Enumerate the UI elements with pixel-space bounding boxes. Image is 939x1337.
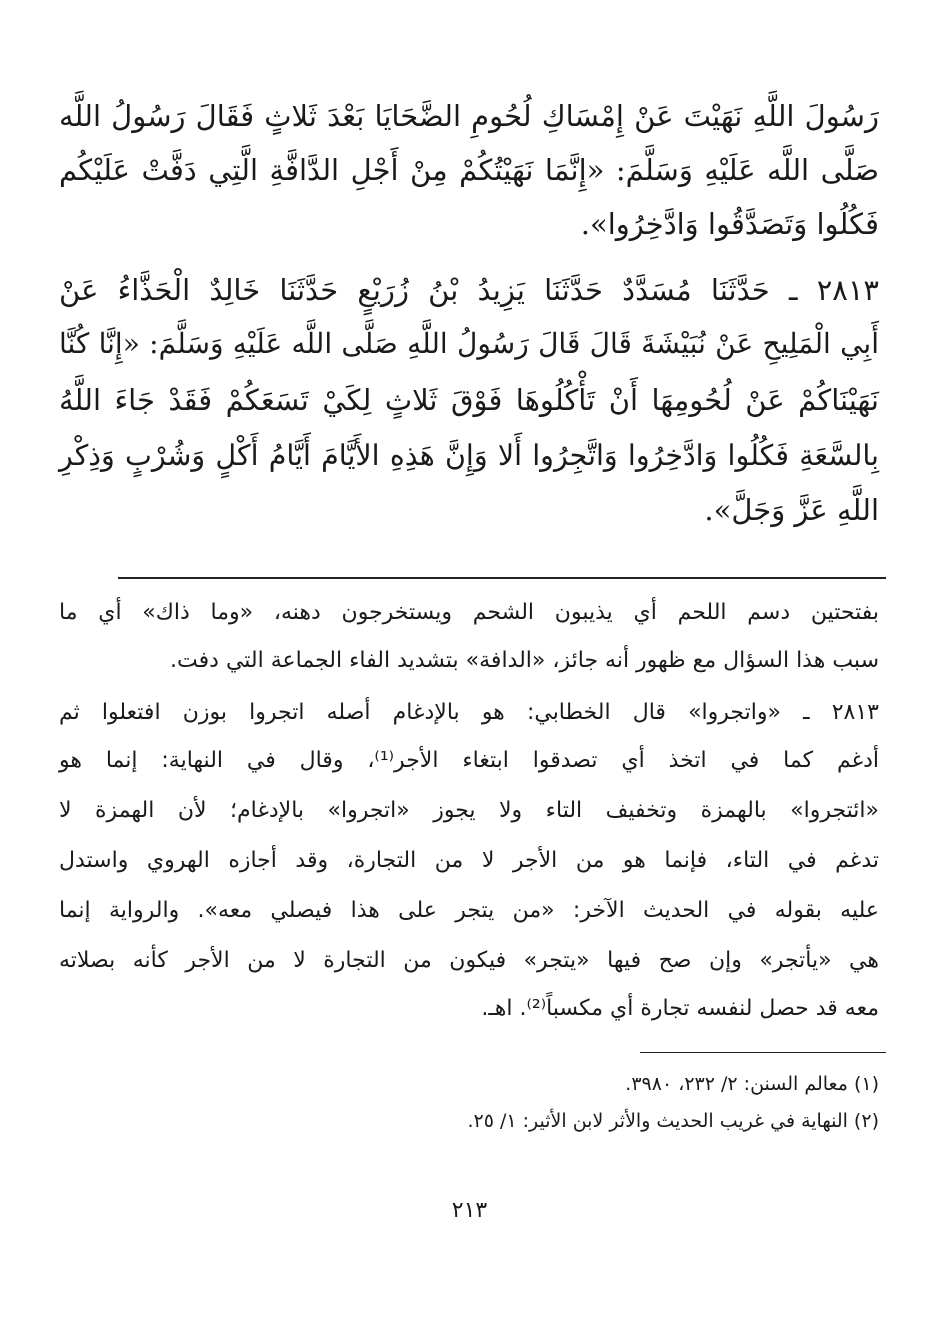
hadith-line: اللَّهِ عَزَّ وَجَلَّ». xyxy=(704,493,879,527)
commentary-line: سبب هذا السؤال مع ظهور أنه جائز، «الدافة» بتشديد الفاء الجماعة التي دفت. xyxy=(170,648,879,673)
hadith-line: أَبِي الْمَلِيحِ عَنْ نُبَيْشَةَ قَالَ قَالَ رَسُولُ اللَّهِ صَلَّى اللَّه عَلَيْهِ وَسَلَّمَ: «إِنَّا كُنَّا xyxy=(59,327,879,360)
commentary-line: تدغم في التاء، فإنما هو من الأجر لا من التجارة، وقد أجازه الهروي واستدل xyxy=(59,848,879,873)
footnote-2: (٢) النهاية في غريب الحديث والأثر لابن الأثير: ١/ ٢٥. xyxy=(467,1110,879,1132)
hadith-line: نَهَيْنَاكُمْ عَنْ لُحُومِهَا أَنْ تَأْكُلُوهَا فَوْقَ ثَلاثٍ لِكَيْ تَسَعَكُمْ فَقَدْ جَاءَ اللَّهُ xyxy=(59,383,879,417)
hadith-line: بِالسَّعَةِ فَكُلُوا وَادَّخِرُوا وَاتَّجِرُوا أَلا وَإِنَّ هَذِهِ الأَيَّامَ أَيَّامُ أَكْلٍ وَشُرْبٍ وَذِكْرِ xyxy=(59,439,879,472)
commentary-line: أدغم كما في اتخذ أي تصدقوا ابتغاء الأجر⁽¹⁾، وقال في النهاية: إنما هو xyxy=(59,748,879,773)
main-divider xyxy=(118,577,886,579)
hadith-line: فَكُلُوا وَتَصَدَّقُوا وَادَّخِرُوا». xyxy=(580,207,879,241)
commentary-line: بفتحتين دسم اللحم أي يذيبون الشحم ويستخرجون دهنه، «وما ذاك» أي ما xyxy=(59,600,879,625)
commentary-line: ٢٨١٣ ـ «واتجروا» قال الخطابي: هو بالإدغام أصله اتجروا بوزن افتعلوا ثم xyxy=(59,700,879,725)
hadith-line: رَسُولَ اللَّهِ نَهَيْتَ عَنْ إِمْسَاكِ لُحُومِ الضَّحَايَا بَعْدَ ثَلاثٍ فَقَالَ رَسُولُ اللَّه xyxy=(59,99,879,133)
commentary-line: عليه بقوله في الحديث الآخر: «من يتجر على هذا فيصلي معه». والرواية إنما xyxy=(59,898,879,923)
footnote-divider xyxy=(640,1052,886,1053)
hadith-line: صَلَّى اللَّه عَلَيْهِ وَسَلَّمَ: «إِنَّمَا نَهَيْتُكُمْ مِنْ أَجْلِ الدَّافَّةِ الَّتِي دَفَّتْ عَلَيْكُم xyxy=(59,153,879,187)
footnote-1: (١) معالم السنن: ٢/ ٢٣٢، ٣٩٨٠. xyxy=(625,1073,879,1095)
page-number: ٢١٣ xyxy=(451,1198,488,1223)
commentary-line: معه قد حصل لنفسه تجارة أي مكسباً⁽²⁾. اهـ. xyxy=(481,996,879,1021)
commentary-line: هي «يأتجر» وإن صح فيها «يتجر» فيكون من التجارة لا من الأجر كأنه بصلاته xyxy=(59,948,879,973)
commentary-line: «ائتجروا» بالهمزة وتخفيف التاء ولا يجوز «اتجروا» بالإدغام؛ لأن الهمزة لا xyxy=(59,798,879,823)
hadith-line: ٢٨١٣ ـ حَدَّثَنَا مُسَدَّدٌ حَدَّثَنَا يَزِيدُ بْنُ زُرَيْعٍ حَدَّثَنَا خَالِدٌ الْحَذَّاءُ عَنْ xyxy=(59,273,879,307)
